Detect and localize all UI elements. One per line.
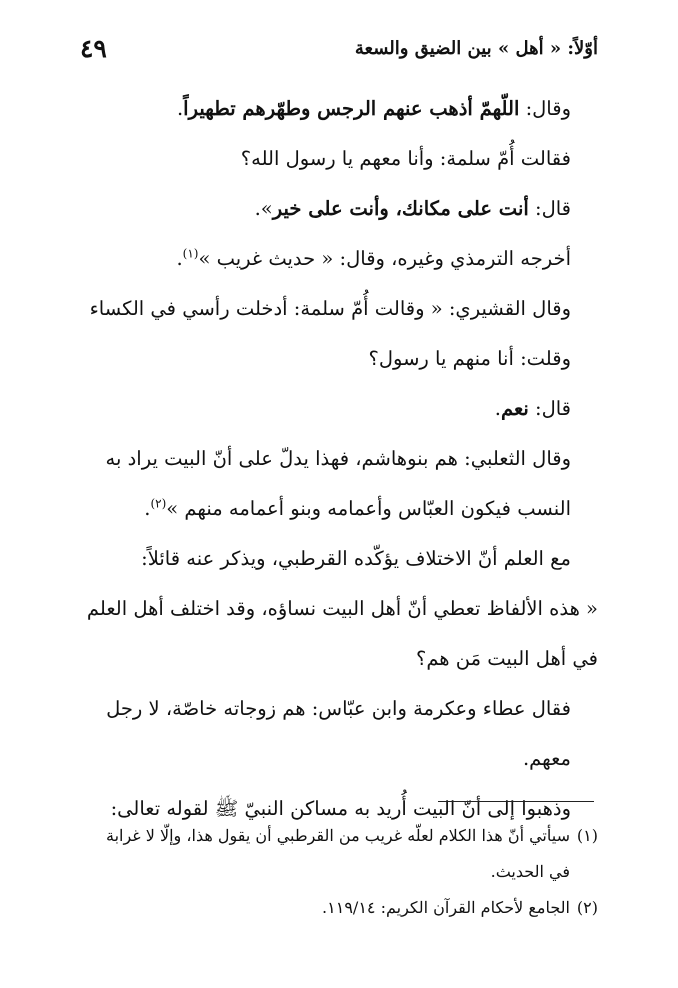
page-number: ٤٩ (80, 34, 107, 63)
paragraph-9-line-1: « هذه الألفاظ تعطي أنّ أهل البيت نساؤه، وقد اختلف أهل العلم (86, 597, 598, 620)
paragraph-1-end: . (176, 97, 184, 120)
paragraph-2: فقالت أُمّ سلمة: وأنا معهم يا رسول الله؟ (240, 147, 571, 170)
footnote-1-text: سيأتي أنّ هذا الكلام لعلّه غريب من القرطبي أن يقول هذا، وإلّا لا غرابة (106, 826, 570, 845)
footnote-1-number: (١) (576, 826, 598, 845)
paragraph-5-line-2: وقلت: أنا منهم يا رسول؟ (368, 347, 571, 370)
paragraph-4 (80, 234, 598, 284)
footnote-2 (80, 890, 598, 926)
prayer-quote: اللّهمّ أذهب عنهم الرجس وطهّرهم تطهيراً (183, 97, 520, 120)
paragraph-7-line-2-text: النسب فيكون العبّاس وأعمامه وبنو أعمامه منهم » (166, 497, 571, 520)
footnote-1 (80, 818, 598, 854)
paragraph-9-line-2: في أهل البيت مَن هم؟ (415, 647, 598, 670)
paragraph-10-line-1: فقال عطاء وعكرمة وابن عبّاس: هم زوجاته خاصّة، لا رجل (106, 697, 571, 720)
paragraph-4-end: . (176, 247, 183, 270)
paragraph-3-intro: قال: (528, 197, 571, 220)
paragraph-10-line-2: معهم. (522, 747, 571, 770)
paragraph-3 (80, 184, 598, 234)
paragraph-1-intro: وقال: (519, 97, 571, 120)
paragraph-8: مع العلم أنّ الاختلاف يؤكّده القرطبي، ويذكر عنه قائلاً: (141, 547, 571, 570)
reply-quote: أنت على مكانك، وأنت على خير (272, 197, 529, 220)
paragraph-6 (80, 384, 598, 434)
paragraph-9 (80, 584, 598, 684)
paragraph-1 (80, 84, 598, 134)
footnote-1-continuation: في الحديث. (490, 862, 570, 881)
paragraph-11: وذهبوا إلى أنّ البيت أُريد به مساكن النبيّ ﷺ لقوله تعالى: (110, 797, 571, 820)
footnote-2-text: الجامع لأحكام القرآن الكريم: ١١٩/١٤. (322, 898, 570, 917)
footnote-ref-2: (٢) (150, 496, 167, 511)
paragraph-10 (80, 684, 598, 784)
paragraph-3-end: ». (254, 197, 273, 220)
running-head: أوّلاً: « أهل » بين الضيق والسعة (354, 38, 598, 59)
paragraph-7-end: . (144, 497, 151, 520)
footnote-2-number: (٢) (576, 898, 598, 917)
footnote-ref-1: (١) (182, 246, 199, 261)
footnote-divider (438, 801, 594, 802)
paragraph-5 (80, 284, 598, 384)
paragraph-6-end: . (494, 397, 501, 420)
paragraph-7 (80, 434, 598, 534)
answer-quote: نعم (500, 397, 529, 420)
paragraph-6-intro: قال: (528, 397, 571, 420)
paragraph-5-line-1: وقال القشيري: « وقالت أُمّ سلمة: أدخلت رأسي في الكساء (89, 297, 571, 320)
body-text (80, 84, 598, 834)
page-header (80, 34, 598, 70)
paragraph-7-line-2 (80, 484, 598, 534)
footnotes (80, 818, 598, 926)
paragraph-4-text: أخرجه الترمذي وغيره، وقال: « حديث غريب » (198, 247, 571, 270)
paragraph-7-line-1: وقال الثعلبي: هم بنوهاشم، فهذا يدلّ على أنّ البيت يراد به (105, 447, 571, 470)
